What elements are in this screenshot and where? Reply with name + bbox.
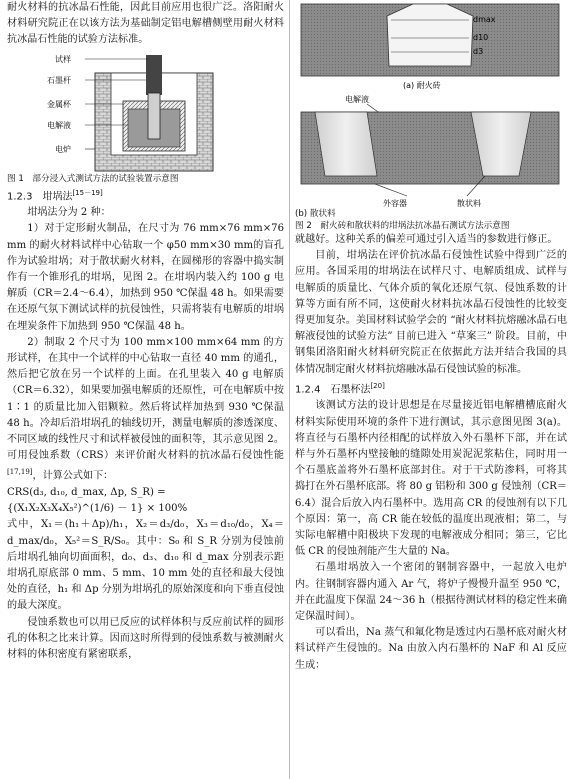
- fig2a-crucible-hole: [387, 4, 473, 66]
- right-paragraph-0: 就越好。这种关系的偏差可通过引入适当的参数进行修正。: [295, 234, 558, 245]
- left-paragraph-4: 式中，X₁＝(h₁＋Δp)/h₁，X₂＝d₃/d₀，X₃＝d₁₀/d₀，X₄＝d_max/d₀，X₅²＝S_R/S₀。其中：S₀ 和 S_R 分别为侵蚀前后坩埚孔轴向切面面积，d₀、d₃、d₁₀ 和 d_max 分别表示距坩埚孔原底部 0 mm、5 mm、10 mm 处的直径和最大侵蚀处的直径，h₁ 和 Δp 分别为坩埚孔的原始深度和向下垂直侵蚀的最大深度。: [7, 519, 284, 612]
- section-1-2-4-heading: [295, 378, 567, 399]
- section-1-2-3-heading: [7, 185, 284, 206]
- fig2-dim-dmax: dmax: [473, 15, 496, 24]
- fig2b-left-cone: [315, 112, 377, 176]
- fig2a-caption: (a) 耐火砖: [403, 81, 441, 90]
- figure-2-caption: 图 2 耐火砖和散状料的坩埚法抗冰晶石测试方法示意图: [295, 221, 510, 231]
- fig1-label-furnace: 电炉: [55, 144, 71, 154]
- column-divider: [289, 0, 290, 779]
- specimen: [148, 93, 160, 139]
- section-number: 1.2.4: [295, 384, 321, 396]
- figure-2: [295, 0, 567, 212]
- right-column: [295, 0, 567, 674]
- section-ref: [15－19]: [72, 188, 103, 197]
- fig1-label-graphite-rod: 石墨杆: [47, 75, 71, 85]
- right-paragraph-1: 目前，坩埚法在评价抗冰晶石侵蚀性试验中得到广泛的应用。各国采用的坩埚法在试样尺寸、电解质组成、试样与电解质的质量比、气体介质的氧化还原气氛、侵蚀系数的计算等方面有所不同，这使耐火材料抗冰晶石侵蚀性的比较变得更加复杂。美国材料试验学会的 “耐火材料抗熔融冰晶石电解液侵蚀的试验方法” 目前已进入 “草案三” 阶段。目前，中钢集团洛阳耐火材料研究院正在依据此方法并结合我国的具体情况制定耐火材料抗熔融冰晶石侵蚀试验的标准。: [295, 250, 567, 375]
- section-number: 1.2.3: [7, 190, 33, 202]
- fig1-label-electrolyte: 电解液: [47, 120, 71, 130]
- fig1-label-specimen: 试样: [55, 54, 71, 64]
- figure-1: [7, 49, 284, 173]
- section-ref: [20]: [370, 381, 385, 390]
- right-paragraph-3: 石墨坩埚放入一个密闭的钢制容器中，一起放入电炉内。往钢制容器内通入 Ar 气，将炉子慢慢升温至 950 ℃，并在此温度下保温 24～36 h（根据待测试材料的稳定性来确定保温时间）。: [295, 562, 567, 622]
- figure-2b-caption: (b) 散状料: [295, 209, 336, 219]
- left-paragraph-2: 1）对于定形耐火制品，在尺寸为 76 mm×76 mm×76 mm 的耐火材料试样中心钻取一个 φ50 mm×30 mm的盲孔作为试验坩埚；对于散状耐火材料，在圆梯形的容器中捣实制作有一个锥形孔的坩埚，见图 2。在坩埚内装入约 100 g 电解质（CR＝2.4～6.4），加热到 950 ℃保温 48 h。如果需要在还原气氛下测试试样的抗侵蚀性，只需将装有电解质的坩埚在埋炭条件下加热到 950 ℃保温 48 h。: [7, 223, 284, 332]
- fig2-dim-d10: d10: [473, 33, 489, 42]
- left-paragraph-3: [7, 335, 284, 485]
- section-title: 石墨杯法: [330, 384, 371, 396]
- formula-line-2: {(X₁X₂X₃X₄X₅²)^(1/6) － 1} × 100%: [7, 503, 188, 515]
- formula-line-1: CRS(d₃, d₁₀, d_max, Δp, S_R) =: [7, 486, 166, 498]
- graphite-rod: [146, 55, 162, 95]
- right-paragraph-2: 该测试方法的设计思想是在尽量接近铝电解槽槽底耐火材料实际使用环境的条件下进行测试，其示意图见图 3(a)。将直径与石墨杯内径相配的试样放入外石墨杯下部，并在试样与外石墨杯内壁接触的缝隙处用炭泥泥浆粘住，同时用一个石墨底盖将外石墨杯底部封住。对于干式防渗料，可将其捣打在外石墨杯底部。将 80 g 铝粉和 300 g 侵蚀剂（CR＝6.4）混合后放入内石墨杯中。选用高 CR 的侵蚀剂有以下几个原因：第一，高 CR 能在较低的温度出现液相；第二，与实际电解槽中阳极块下发现的电解液成分相同；第三，它比低 CR 的侵蚀剂能产生大量的 Na。: [295, 400, 567, 558]
- right-paragraph-4: 可以看出，Na 蒸气和氟化物是透过内石墨杯底对耐火材料试样产生侵蚀的。Na 由放入内石墨杯的 NaF 和 Al 反应生成：: [295, 627, 567, 671]
- fig2b-label-castable: 散状料: [457, 199, 481, 208]
- left-paragraph-1: 坩埚法分为 2 种：: [27, 207, 111, 219]
- left-column: [7, 0, 284, 663]
- left-paragraph-3-ref: [17,19]: [7, 468, 33, 477]
- fig2b-label-electrolyte: 电解液: [345, 95, 369, 104]
- left-paragraph-5: 侵蚀系数也可以用已反应的试样体积与反应前试样的圆形孔的体积之比来计算。因而这时所得到的侵蚀系数与被测耐火材料的体积密度有紧密联系，: [7, 616, 284, 660]
- fig2-dim-d3: d3: [473, 47, 484, 56]
- left-paragraph-3-text-a: 2）制取 2 个尺寸为 100 mm×100 mm×64 mm 的方形试样，在其中一个试样的中心钻取一直径 40 mm 的通孔，然后把它放在另一个试样的上面。在孔里装入 40 g 电解质（CR＝6.32），如果要加强电解质的还原性，可在电解质中按 1∶1 的质量比加入铝颗粒。然后将试样加热到 930 ℃保温 48 h。冷却后沿坩埚孔的轴线切开，测量电解质的渗透深度、不同区域的线性尺寸和试样被侵蚀的面积等，其示意见图 2。可用侵蚀系数（CRS）来评价耐火材料的抗冰晶石侵蚀性能: [7, 336, 284, 462]
- fig2b-label-outer-container: 外容器: [383, 199, 407, 208]
- left-paragraph-3-text-b: ，计算公式如下：: [32, 470, 114, 482]
- left-paragraph-0: 耐火材料的抗冰晶石性能，因此目前应用也很广泛。洛阳耐火材料研究院正在以该方法为基础制定铝电解槽侧壁用耐火材料抗冰晶石性能的试验方法标准。: [7, 2, 284, 46]
- section-title: 坩埚法: [42, 190, 73, 202]
- figure-1-caption: 图 1 部分浸入式测试方法的试验装置示意图: [7, 173, 179, 184]
- fig1-label-metal-cup: 金属杯: [47, 99, 71, 109]
